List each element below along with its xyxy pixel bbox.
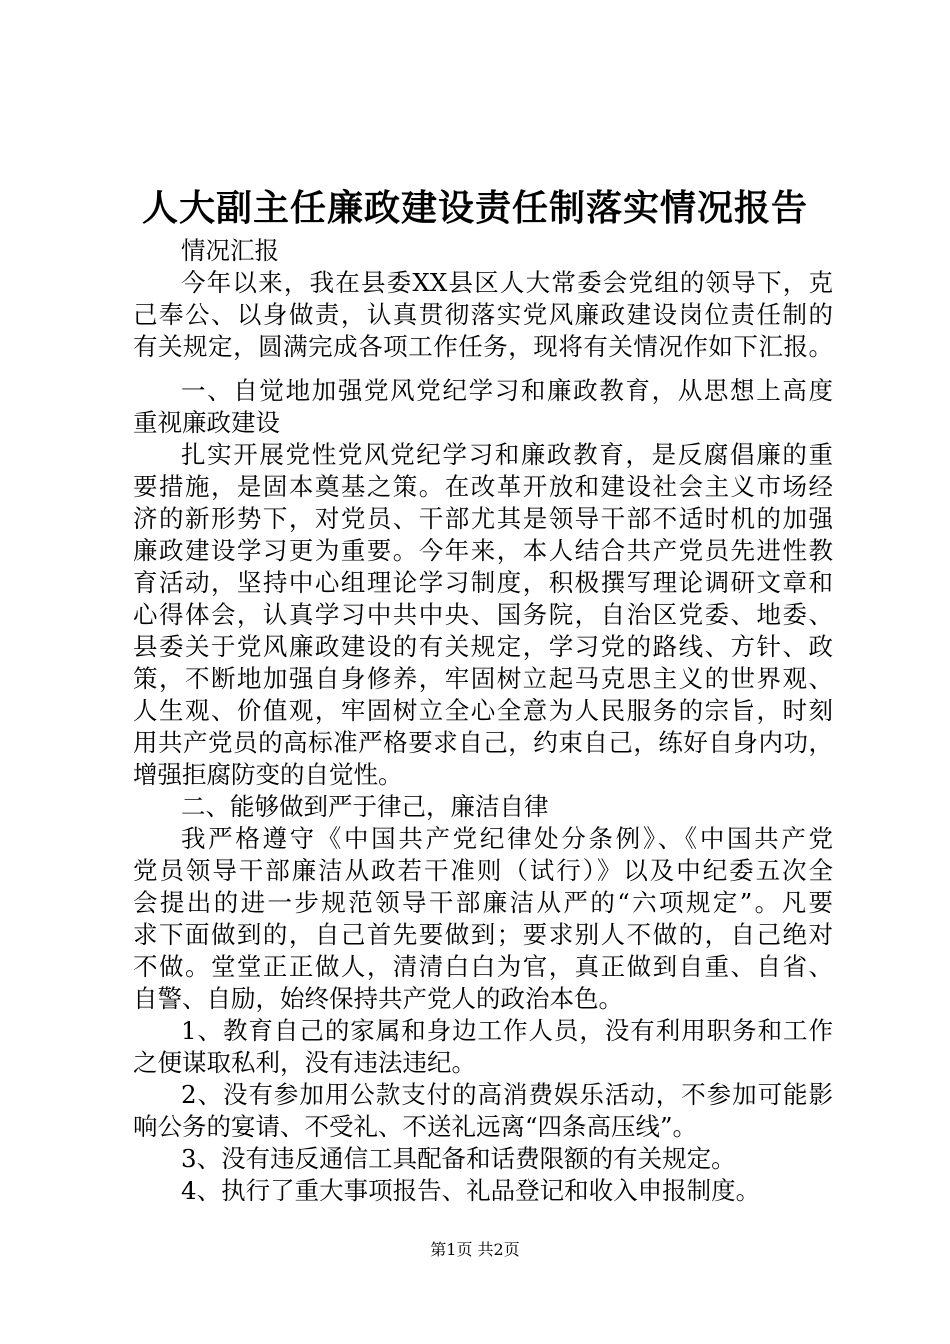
document-title: 人大副主任廉政建设责任制落实情况报告 xyxy=(141,187,808,229)
paragraph-line: 用共产党员的高标准严格要求自己，约束自己，练好自身内功， xyxy=(133,728,833,757)
list-item-line: 3、没有违反通信工具配备和话费限额的有关规定。 xyxy=(181,1144,736,1173)
paragraph-line: 情况汇报 xyxy=(181,236,279,265)
paragraph-line: 自警、自励，始终保持共产党人的政治本色。 xyxy=(133,984,623,1013)
paragraph-line: 有关规定，圆满完成各项工作任务，现将有关情况作如下汇报。 xyxy=(133,332,833,361)
paragraph-line: 扎实开展党性党风党纪学习和廉政教育，是反腐倡廉的重 xyxy=(181,440,833,469)
paragraph-line: 育活动，坚持中心组理论学习制度，积极撰写理论调研文章和 xyxy=(133,568,833,597)
document-body xyxy=(133,235,833,1207)
paragraph-line: 我严格遵守《中国共产党纪律处分条例》、《中国共产党 xyxy=(181,824,833,853)
list-item-line: 1、教育自己的家属和身边工作人员，没有利用职务和工作 xyxy=(181,1016,833,1045)
paragraph-line: 县委关于党风廉政建设的有关规定，学习党的路线、方针、政 xyxy=(133,632,833,661)
list-item-line: 响公务的宴请、不受礼、不送礼远离“四条高压线”。 xyxy=(133,1112,698,1141)
paragraph-line: 增强拒腐防变的自觉性。 xyxy=(133,760,403,789)
paragraph-line: 要措施，是固本奠基之策。在改革开放和建设社会主义市场经 xyxy=(133,472,833,501)
paragraph-line: 党员领导干部廉洁从政若干准则（试行）》以及中纪委五次全 xyxy=(133,856,833,885)
section-heading-line: 重视廉政建设 xyxy=(133,408,280,437)
paragraph-line: 人生观、价值观，牢固树立全心全意为人民服务的宗旨，时刻 xyxy=(133,696,833,725)
paragraph-line: 心得体会，认真学习中共中央、国务院，自治区党委、地委、 xyxy=(133,600,833,629)
paragraph-line: 今年以来，我在县委XX县区人大常委会党组的领导下，克 xyxy=(181,268,833,297)
list-item-line: 2、没有参加用公款支付的高消费娱乐活动，不参加可能影 xyxy=(181,1080,833,1109)
paragraph-line: 己奉公、以身做责，认真贯彻落实党风廉政建设岗位责任制的 xyxy=(133,300,833,329)
section-heading-line: 一、自觉地加强党风党纪学习和廉政教育，从思想上高度 xyxy=(181,376,833,405)
page-footer: 第1页 共2页 xyxy=(430,1240,520,1259)
paragraph-line: 求下面做到的，自己首先要做到；要求别人不做的，自己绝对 xyxy=(133,920,833,949)
paragraph-line: 廉政建设学习更为重要。今年来，本人结合共产党员先进性教 xyxy=(133,536,833,565)
paragraph-line: 会提出的进一步规范领导干部廉洁从严的“六项规定”。凡要 xyxy=(133,888,833,917)
paragraph-line: 不做。堂堂正正做人，清清白白为官，真正做到自重、自省、 xyxy=(133,952,833,981)
paragraph-line: 济的新形势下，对党员、干部尤其是领导干部不适时机的加强 xyxy=(133,504,833,533)
section-heading-line: 二、能够做到严于律己，廉洁自律 xyxy=(181,792,549,821)
paragraph-line: 策，不断地加强自身修养，牢固树立起马克思主义的世界观、 xyxy=(133,664,833,693)
list-item-line: 4、执行了重大事项报告、礼品登记和收入申报制度。 xyxy=(181,1176,761,1205)
list-item-line: 之便谋取私利，没有违法违纪。 xyxy=(133,1048,476,1077)
